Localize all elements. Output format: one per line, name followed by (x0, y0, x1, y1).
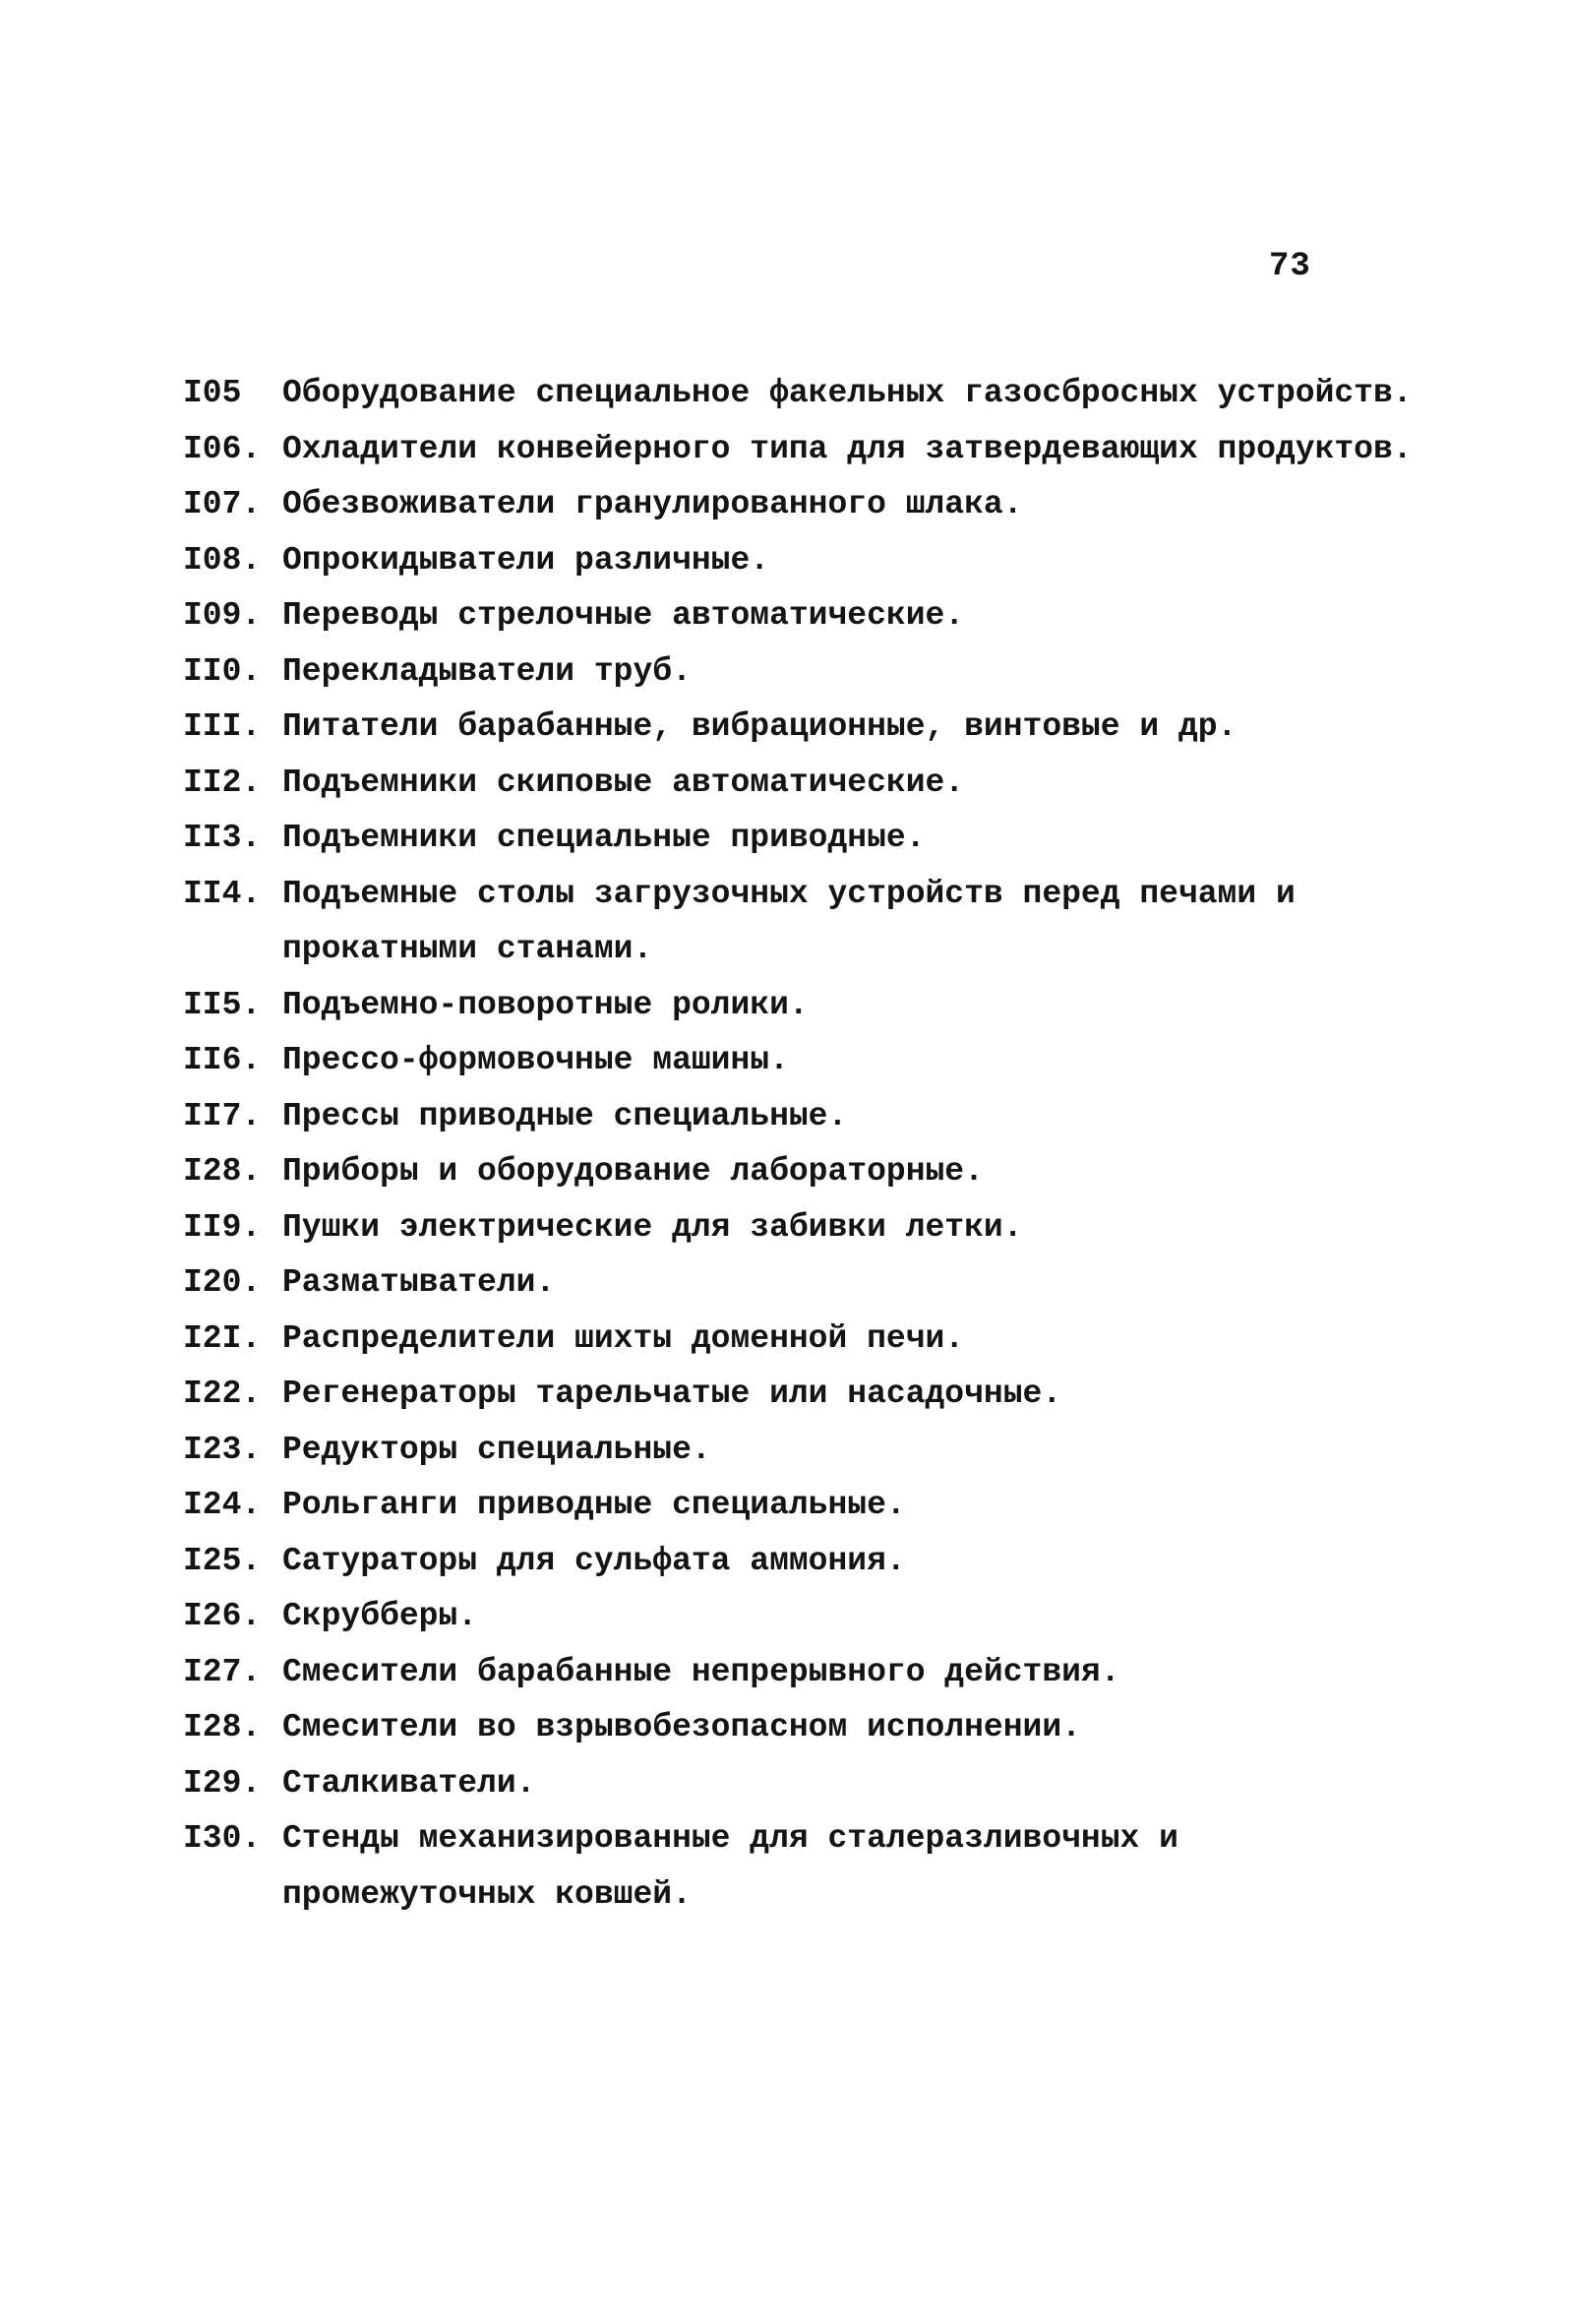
list-item (183, 1478, 1462, 1534)
item-text-continuation: промежуточных ковшей. (282, 1875, 692, 1913)
list-item (183, 756, 1462, 812)
item-text: Стенды механизированные для сталеразливочных и (282, 1820, 1178, 1857)
item-number: I25. (183, 1542, 262, 1579)
item-number: II2. (183, 764, 262, 801)
list-item (183, 700, 1462, 756)
item-number: II7. (183, 1097, 262, 1134)
item-text: Перекладыватели труб. (282, 652, 692, 690)
item-text: Скрубберы. (282, 1598, 478, 1634)
item-number: I26. (183, 1598, 262, 1634)
item-text: Распределители шихты доменной печи. (282, 1319, 965, 1357)
list-item (183, 1200, 1462, 1256)
item-number: I09. (183, 597, 262, 634)
list-item (183, 1144, 1462, 1200)
item-number: II4. (183, 875, 262, 912)
item-text: Питатели барабанные, вибрационные, винтовые и др. (282, 708, 1237, 745)
item-number: I28. (183, 1153, 262, 1190)
item-text: Опрокидыватели различные. (282, 541, 770, 579)
list-item (183, 644, 1462, 701)
item-number: I20. (183, 1264, 262, 1301)
item-number: I23. (183, 1431, 262, 1468)
item-number: I05 (183, 375, 242, 411)
item-number: I27. (183, 1653, 262, 1690)
item-number: I2I. (183, 1319, 262, 1357)
list-item (183, 978, 1462, 1034)
item-text: Пушки электрические для забивки летки. (282, 1208, 1023, 1246)
list-item (183, 422, 1462, 478)
item-text: Подъемные столы загрузочных устройств перед печами и (282, 875, 1296, 912)
item-number: II5. (183, 986, 262, 1023)
item-text: Смесители во взрывобезопасном исполнении. (282, 1709, 1081, 1745)
item-text: Сатураторы для сульфата аммония. (282, 1542, 906, 1579)
item-text: Регенераторы тарельчатые или насадочные. (282, 1376, 1062, 1412)
list-item (183, 1645, 1462, 1701)
list-item (183, 1255, 1462, 1312)
item-number: I24. (183, 1487, 262, 1523)
list-item (183, 1423, 1462, 1479)
list-item (183, 1033, 1462, 1089)
list-item (183, 1534, 1462, 1590)
item-number: I06. (183, 430, 262, 467)
item-number: II6. (183, 1042, 262, 1078)
item-text: Прессо-формовочные машины. (282, 1042, 789, 1078)
item-number: I30. (183, 1820, 262, 1857)
item-text: Переводы стрелочные автоматические. (282, 597, 965, 634)
list-item (183, 366, 1462, 422)
item-text: Подъемники скиповые автоматические. (282, 764, 965, 801)
list-item (183, 588, 1462, 644)
item-number: I28. (183, 1709, 262, 1745)
list-item (183, 1367, 1462, 1423)
list-item (183, 1089, 1462, 1145)
list-item (183, 1811, 1462, 1923)
item-text: Прессы приводные специальные. (282, 1097, 848, 1134)
item-text: Оборудование специальное факельных газосбросных устройств. (282, 375, 1413, 411)
item-number: I29. (183, 1764, 262, 1802)
item-text: Сталкиватели. (282, 1764, 536, 1802)
item-number: I08. (183, 541, 262, 579)
item-text: Смесители барабанные непрерывного действия. (282, 1653, 1120, 1690)
item-number: II9. (183, 1208, 262, 1246)
item-text: Подъемники специальные приводные. (282, 820, 926, 856)
item-text: Редукторы специальные. (282, 1431, 711, 1468)
list-item (183, 811, 1462, 867)
list-item (183, 1700, 1462, 1756)
list-item (183, 1756, 1462, 1812)
item-text: Подъемно-поворотные ролики. (282, 986, 809, 1023)
list-item (183, 477, 1462, 533)
item-number: III. (183, 708, 262, 745)
item-text-continuation: прокатными станами. (282, 931, 653, 967)
item-text: Разматыватели. (282, 1264, 556, 1301)
item-number: II3. (183, 820, 262, 856)
item-text: Приборы и оборудование лабораторные. (282, 1153, 984, 1190)
page-number: 73 (1269, 248, 1311, 285)
item-text: Рольганги приводные специальные. (282, 1487, 906, 1523)
item-number: I22. (183, 1376, 262, 1412)
item-text: Обезвоживатели гранулированного шлака. (282, 486, 1023, 522)
equipment-list (183, 366, 1462, 1923)
item-number: II0. (183, 652, 262, 690)
list-item (183, 1312, 1462, 1368)
list-item (183, 533, 1462, 589)
item-text: Охладители конвейерного типа для затвердевающих продуктов. (282, 430, 1413, 467)
list-item (183, 1589, 1462, 1645)
item-number: I07. (183, 486, 262, 522)
list-item (183, 867, 1462, 978)
